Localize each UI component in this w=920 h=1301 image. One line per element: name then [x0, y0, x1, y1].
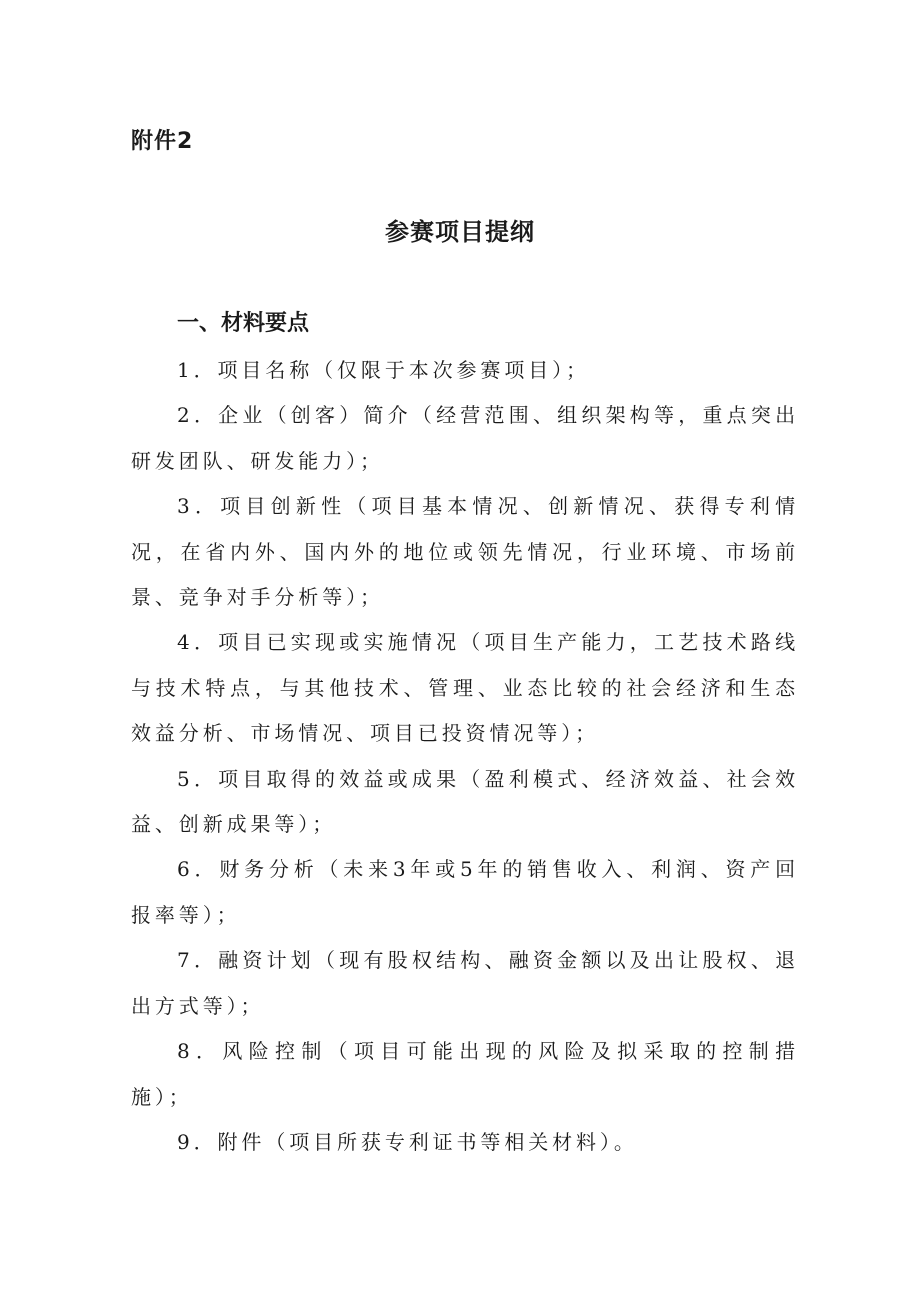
list-item: 3．项目创新性（项目基本情况、创新情况、获得专利情况，在省内外、国内外的地位或领先情况，行业环境、市场前景、竞争对手分析等）；	[131, 494, 799, 610]
list-item: 1．项目名称（仅限于本次参赛项目）；	[177, 358, 590, 382]
attachment-label: 附件2	[131, 129, 194, 154]
page-title: 参赛项目提纲	[385, 218, 535, 246]
list-item: 8．风险控制（项目可能出现的风险及拟采取的控制措施）；	[131, 1039, 799, 1109]
list-item: 9．附件（项目所获专利证书等相关材料）。	[177, 1129, 638, 1154]
list-item: 2．企业（创客）简介（经营范围、组织架构等，重点突出研发团队、研发能力）；	[131, 403, 799, 473]
section-heading: 一、材料要点	[177, 311, 310, 336]
material-points-list	[131, 348, 799, 1165]
list-item: 6．财务分析（未来3年或5年的销售收入、利润、资产回报率等）；	[131, 857, 799, 927]
list-item: 7．融资计划（现有股权结构、融资金额以及出让股权、退出方式等）；	[131, 948, 799, 1018]
list-item: 4．项目已实现或实施情况（项目生产能力，工艺技术路线与技术特点，与其他技术、管理、业态比较的社会经济和生态效益分析、市场情况、项目已投资情况等）；	[131, 630, 799, 746]
list-item: 5．项目取得的效益或成果（盈利模式、经济效益、社会效益、创新成果等）；	[131, 766, 799, 837]
